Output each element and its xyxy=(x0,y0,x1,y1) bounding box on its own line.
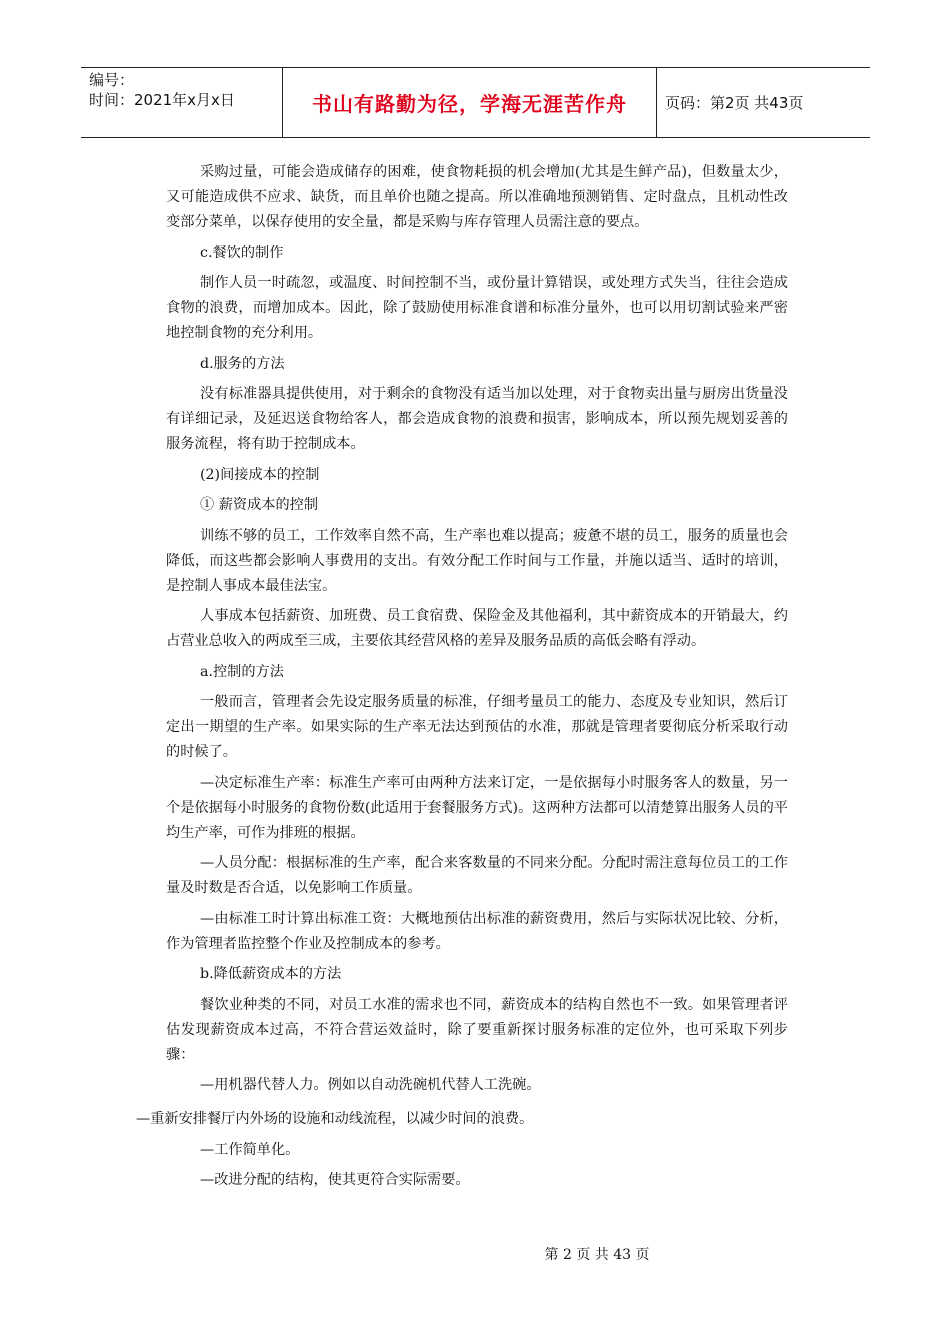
subheading: b.降低薪资成本的方法 xyxy=(200,966,342,982)
header-page-info: 页码：第2页 共43页 xyxy=(665,94,804,112)
footer-page-number: 第 2 页 共 43 页 xyxy=(544,1247,650,1263)
paragraph: 餐饮业种类的不同，对员工水准的需求也不同，薪资成本的结构自然也不一致。如果管理者评估发现薪资成本过高，不符合营运效益时，除了要重新探讨服务标准的定位外，也可采取下列步骤： xyxy=(166,996,788,1063)
list-item: —工作简单化。 xyxy=(200,1141,300,1158)
document-header xyxy=(81,67,870,138)
paragraph: 人事成本包括薪资、加班费、员工食宿费、保险金及其他福利，其中薪资成本的开销最大，约占营业总收入的两成至三成，主要依其经营风格的差异及服务品质的高低会略有浮动。 xyxy=(166,608,788,649)
subsection-heading: ① 薪资成本的控制 xyxy=(200,497,319,513)
header-meta xyxy=(81,68,283,137)
list-item: —重新安排餐厅内外场的设施和动线流程，以减少时间的浪费。 xyxy=(136,1111,534,1127)
paragraph: 采购过量，可能会造成储存的困难，使食物耗损的机会增加(尤其是生鲜产品)，但数量太少，又可能造成供不应求、缺货，而且单价也随之提高。所以准确地预测销售、定时盘点，且机动性改变部分菜单，以保存使用的安全量，都是采购与库存管理人员需注意的要点。 xyxy=(166,164,788,230)
date-label: 时间：2021年x月x日 xyxy=(89,91,235,109)
paragraph: 训练不够的员工，工作效率自然不高，生产率也难以提高；疲惫不堪的员工，服务的质量也会降低，而这些都会影响人事费用的支出。有效分配工作时间与工作量，并施以适当、适时的培训，是控制人事成本最佳法宝。 xyxy=(166,527,788,594)
document-body xyxy=(136,160,788,1199)
list-item: —决定标准生产率：标准生产率可由两种方法来订定，一是依据每小时服务客人的数量，另一个是依据每小时服务的食物份数(此适用于套餐服务方式)。这两种方法都可以清楚算出服务人员的平均生产率，可作为排班的根据。 xyxy=(166,774,788,841)
subheading: d.服务的方法 xyxy=(200,355,285,372)
list-item: —人员分配：根据标准的生产率，配合来客数量的不同来分配。分配时需注意每位员工的工作量及时数是否合适，以免影响工作质量。 xyxy=(166,855,788,896)
subheading: a.控制的方法 xyxy=(200,663,284,680)
page-footer xyxy=(0,1244,950,1264)
header-motto: 书山有路勤为径，学海无涯苦作舟 xyxy=(283,68,657,137)
section-heading: (2)间接成本的控制 xyxy=(200,466,320,483)
subheading: c.餐饮的制作 xyxy=(200,244,284,261)
paragraph: 制作人员一时疏忽，或温度、时间控制不当，或份量计算错误，或处理方式失当，往往会造成食物的浪费，而增加成本。因此，除了鼓励使用标准食谱和标准分量外，也可以用切割试验来严密地控制食物的充分利用。 xyxy=(166,275,788,341)
paragraph: 一般而言，管理者会先设定服务质量的标准，仔细考量员工的能力、态度及专业知识，然后订定出一期望的生产率。如果实际的生产率无法达到预估的水准，那就是管理者要彻底分析采取行动的时候了。 xyxy=(166,694,788,760)
number-label: 编号： xyxy=(89,71,135,89)
list-item: —改进分配的结构，使其更符合实际需要。 xyxy=(200,1172,470,1188)
paragraph: 没有标准器具提供使用，对于剩余的食物没有适当加以处理，对于食物卖出量与厨房出货量没有详细记录，及延迟送食物给客人，都会造成食物的浪费和损害，影响成本，所以预先规划妥善的服务流程，将有助于控制成本。 xyxy=(166,386,788,452)
list-item: —用机器代替人力。例如以自动洗碗机代替人工洗碗。 xyxy=(200,1077,541,1093)
list-item: —由标准工时计算出标准工资：大概地预估出标准的薪资费用，然后与实际状况比较、分析，作为管理者监控整个作业及控制成本的参考。 xyxy=(166,910,788,952)
